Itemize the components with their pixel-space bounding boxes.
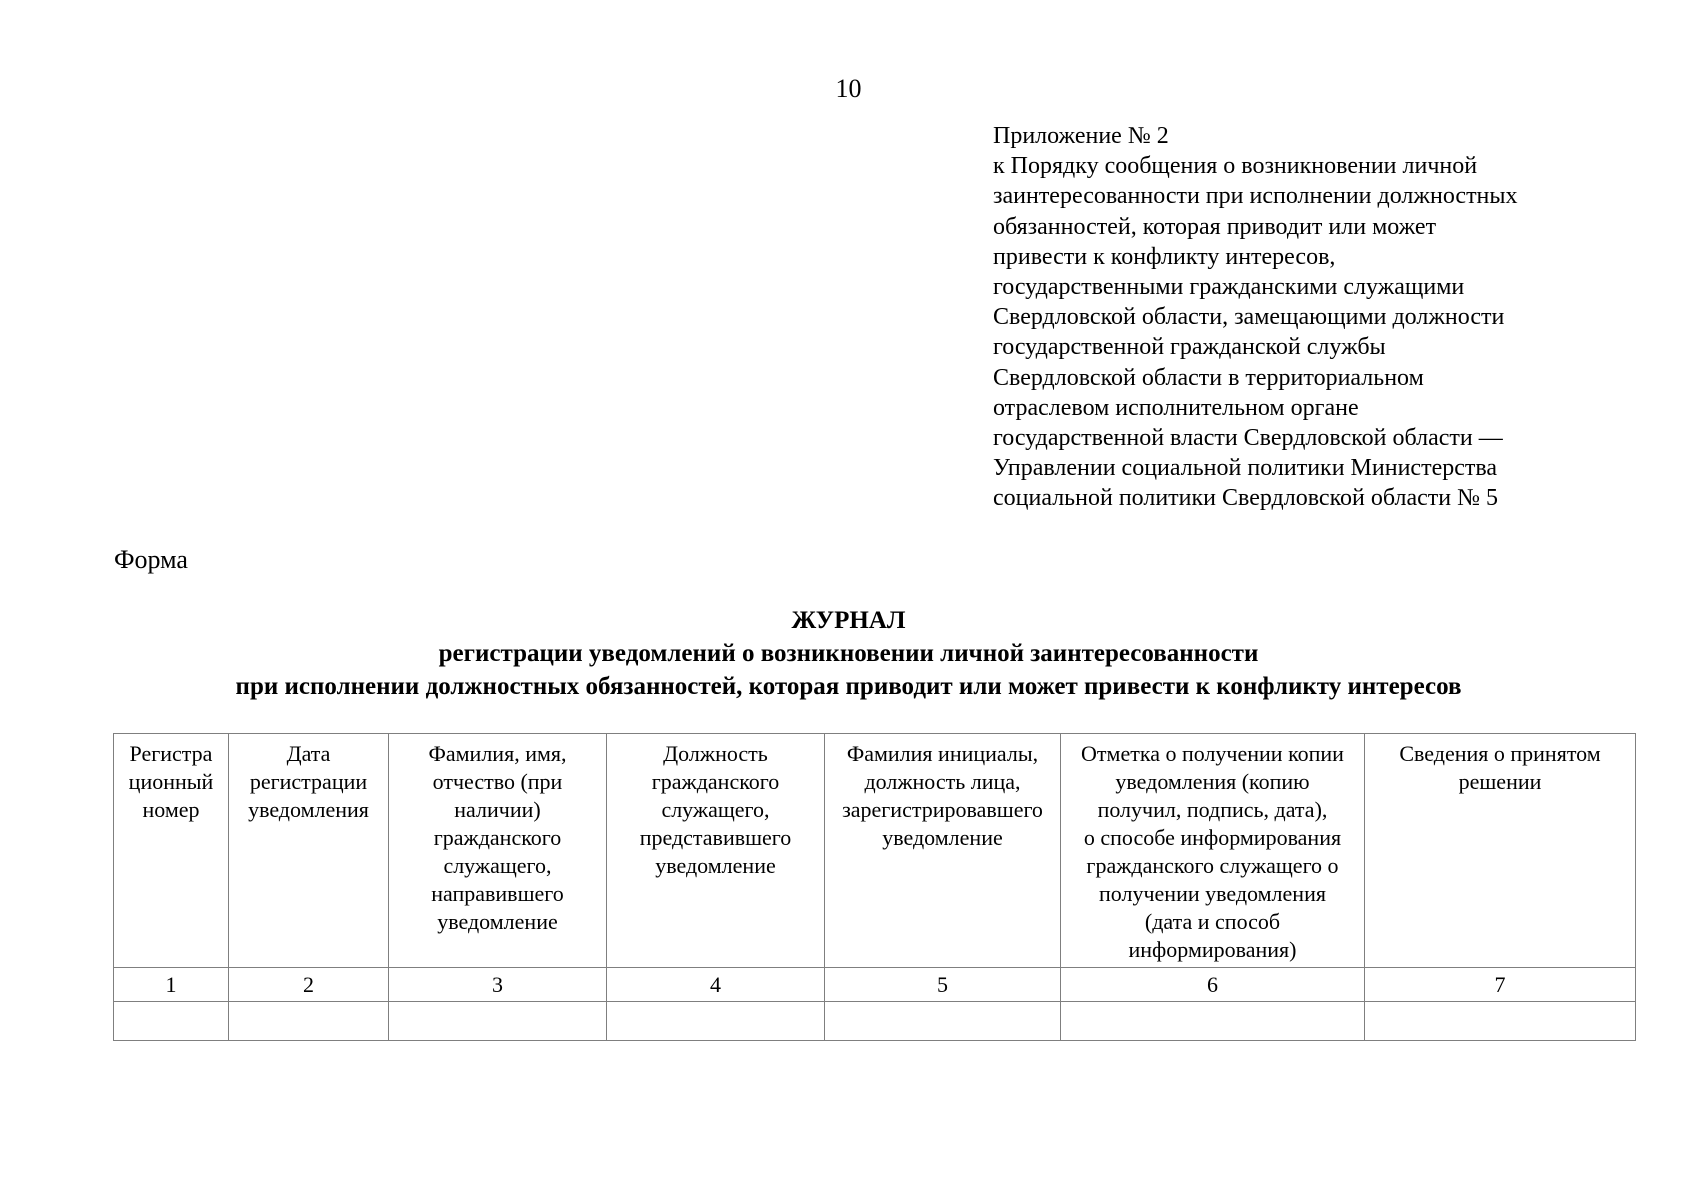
appendix-line: государственными гражданскими служащими <box>993 274 1465 301</box>
appendix-line: Приложение № 2 <box>993 123 1169 149</box>
header-cell-copy-receipt <box>1061 734 1365 968</box>
appendix-line: государственной власти Свердловской области — <box>993 425 1503 452</box>
header-text: Должность гражданского служащего, представившего уведомление <box>639 741 792 878</box>
column-number-cell: 1 <box>114 968 229 1002</box>
header-text: Дата регистрации уведомления <box>248 741 369 822</box>
appendix-line: привести к конфликту интересов, <box>993 243 1336 270</box>
header-cell-decision <box>1365 734 1636 968</box>
appendix-line: государственной гражданской службы <box>993 334 1386 361</box>
title-line-1: ЖУРНАЛ <box>791 607 906 634</box>
title-line-3: при исполнении должностных обязанностей, которая приводит или может привести к конфликту интересов <box>235 673 1462 700</box>
page-number: 10 <box>835 74 862 103</box>
header-cell-registrar <box>825 734 1061 968</box>
header-text: Фамилия инициалы, должность лица, зарегистрировавшего уведомление <box>842 741 1043 850</box>
appendix-line: обязанностей, которая приводит или может <box>993 213 1437 240</box>
journal-table <box>113 733 1636 1041</box>
header-cell-employee-position <box>607 734 825 968</box>
journal-title <box>0 604 1697 703</box>
appendix-block <box>993 121 1633 514</box>
empty-cell <box>114 1002 229 1041</box>
column-number-cell: 2 <box>229 968 389 1002</box>
empty-cell <box>825 1002 1061 1041</box>
column-number-cell: 7 <box>1365 968 1636 1002</box>
column-number-cell: 6 <box>1061 968 1365 1002</box>
empty-cell <box>229 1002 389 1041</box>
column-number-cell: 4 <box>607 968 825 1002</box>
table-row <box>114 1002 1636 1041</box>
header-text: Отметка о получении копии уведомления (копию получил, подпись, дата), о способе информирования гражданского служащего о получении уведомления (дата и способ информирования) <box>1081 741 1344 962</box>
empty-cell <box>607 1002 825 1041</box>
column-number-cell: 5 <box>825 968 1061 1002</box>
header-cell-registration-number <box>114 734 229 968</box>
appendix-line: Управлении социальной политики Министерства <box>993 455 1498 482</box>
table-header-row <box>114 734 1636 968</box>
appendix-line: Свердловской области в территориальном <box>993 364 1424 391</box>
header-text: Фамилия, имя, отчество (при наличии) гражданского служащего, направившего уведомление <box>428 741 567 934</box>
appendix-line: социальной политики Свердловской области № 5 <box>993 485 1498 512</box>
appendix-line: Свердловской области, замещающими должности <box>993 304 1505 331</box>
empty-cell <box>389 1002 607 1041</box>
column-number-row <box>114 968 1636 1002</box>
empty-cell <box>1061 1002 1365 1041</box>
appendix-line: отраслевом исполнительном органе <box>993 394 1359 421</box>
title-line-2: регистрации уведомлений о возникновении личной заинтересованности <box>438 640 1259 667</box>
header-text: Сведения о принятом решении <box>1399 741 1601 794</box>
header-cell-employee-name <box>389 734 607 968</box>
header-cell-registration-date <box>229 734 389 968</box>
empty-cell <box>1365 1002 1636 1041</box>
appendix-line: к Порядку сообщения о возникновении личной <box>993 153 1478 180</box>
column-number-cell: 3 <box>389 968 607 1002</box>
appendix-line: заинтересованности при исполнении должностных <box>993 183 1518 210</box>
form-label: Форма <box>114 545 188 574</box>
header-text: Регистра ционный номер <box>128 741 214 822</box>
